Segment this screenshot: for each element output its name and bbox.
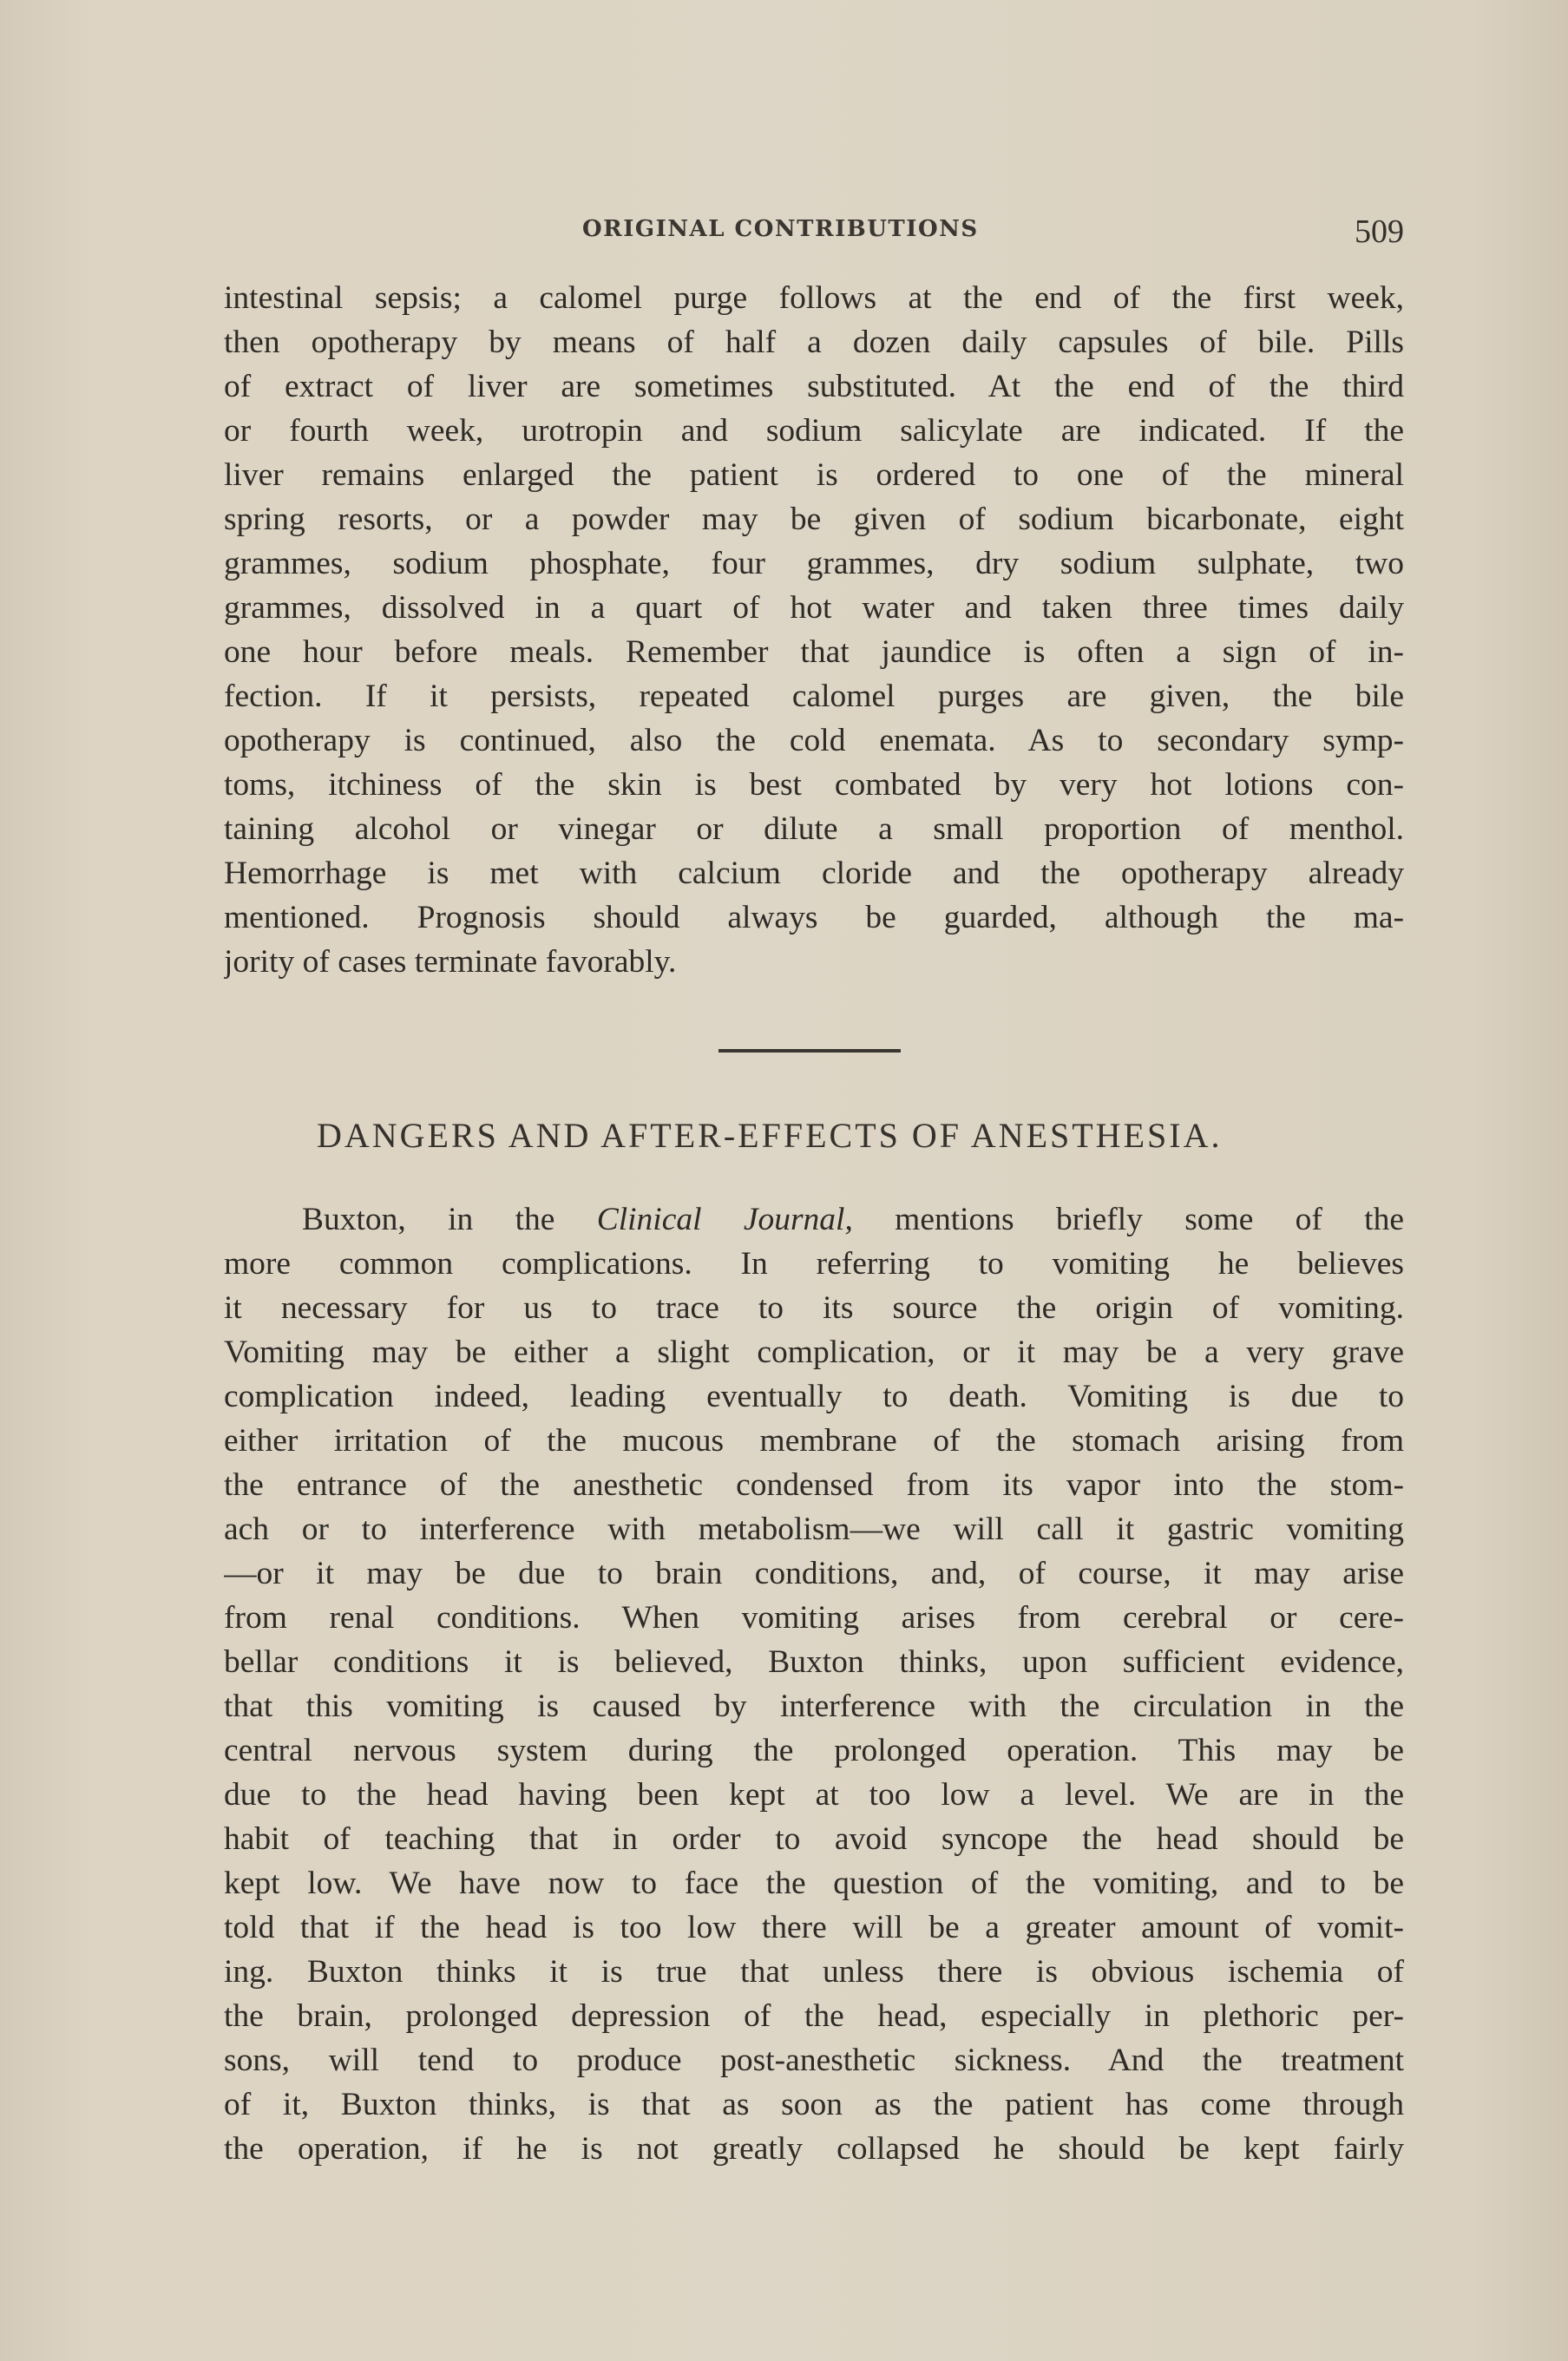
- text-line: bellar conditions it is believed, Buxton thinks, upon sufficient evidence,: [224, 1644, 1404, 1680]
- text-line: that this vomiting is caused by interference with the circulation in the: [224, 1689, 1404, 1724]
- running-head: [224, 213, 1404, 250]
- text-line: the operation, if he is not greatly collapsed he should be kept fairly: [224, 2131, 1404, 2167]
- text-line: either irritation of the mucous membrane of the stomach arising from: [224, 1423, 1404, 1459]
- first-line-suffix: mentions briefly some of the: [852, 1202, 1404, 1237]
- running-title: ORIGINAL CONTRIBUTIONS: [582, 216, 979, 242]
- text-line: then opotherapy by means of half a dozen daily capsules of bile. Pills: [224, 325, 1404, 360]
- text-line: mentioned. Prognosis should always be guarded, although the ma-: [224, 900, 1404, 935]
- text-line: —or it may be due to brain conditions, and, of course, it may arise: [224, 1556, 1404, 1591]
- text-line: Vomiting may be either a slight complication, or it may be a very grave: [224, 1335, 1404, 1370]
- text-line: the brain, prolonged depression of the head, especially in plethoric per-: [224, 1998, 1404, 2034]
- text-line: grammes, dissolved in a quart of hot water and taken three times daily: [224, 590, 1404, 626]
- text-line: jority of cases terminate favorably.: [224, 944, 677, 980]
- text-line: from renal conditions. When vomiting arises from cerebral or cere-: [224, 1600, 1404, 1636]
- text-line: sons, will tend to produce post-anesthetic sickness. And the treatment: [224, 2043, 1404, 2078]
- text-line-first: [224, 1197, 1404, 1242]
- journal-name: Clinical Journal,: [596, 1202, 853, 1237]
- text-line: fection. If it persists, repeated calomel purges are given, the bile: [224, 679, 1404, 714]
- first-line-prefix: Buxton, in the: [302, 1202, 597, 1237]
- text-line: spring resorts, or a powder may be given of sodium bicarbonate, eight: [224, 502, 1404, 537]
- text-line: ach or to interference with metabolism—we will call it gastric vomiting: [224, 1512, 1404, 1547]
- text-line: ing. Buxton thinks it is true that unless there is obvious ischemia of: [224, 1954, 1404, 1990]
- text-line: of extract of liver are sometimes substituted. At the end of the third: [224, 369, 1404, 404]
- text-line: due to the head having been kept at too low a level. We are in the: [224, 1777, 1404, 1813]
- text-line: taining alcohol or vinegar or dilute a small proportion of menthol.: [224, 811, 1404, 847]
- article-paragraph: [224, 1197, 1404, 2171]
- text-line: complication indeed, leading eventually to death. Vomiting is due to: [224, 1379, 1404, 1414]
- article-title: DANGERS AND AFTER-EFFECTS OF ANESTHESIA.: [317, 1116, 1223, 1155]
- text-line: it necessary for us to trace to its source the origin of vomiting.: [224, 1290, 1404, 1326]
- text-line: or fourth week, urotropin and sodium salicylate are indicated. If the: [224, 413, 1404, 449]
- page-number: 509: [1355, 213, 1404, 250]
- text-line: liver remains enlarged the patient is ordered to one of the mineral: [224, 457, 1404, 493]
- text-line: habit of teaching that in order to avoid syncope the head should be: [224, 1821, 1404, 1857]
- text-line: central nervous system during the prolonged operation. This may be: [224, 1733, 1404, 1768]
- text-line: kept low. We have now to face the question of the vomiting, and to be: [224, 1866, 1404, 1901]
- text-line: of it, Buxton thinks, is that as soon as the patient has come through: [224, 2087, 1404, 2122]
- section-divider: [718, 1049, 901, 1053]
- continued-paragraph: [224, 276, 1404, 984]
- text-line: one hour before meals. Remember that jaundice is often a sign of in-: [224, 634, 1404, 670]
- text-line: toms, itchiness of the skin is best combated by very hot lotions con-: [224, 767, 1404, 803]
- text-line: told that if the head is too low there will be a greater amount of vomit-: [224, 1910, 1404, 1945]
- text-line: intestinal sepsis; a calomel purge follows at the end of the first week,: [224, 280, 1404, 316]
- text-line: the entrance of the anesthetic condensed from its vapor into the stom-: [224, 1467, 1404, 1503]
- text-line: Hemorrhage is met with calcium cloride and the opotherapy already: [224, 856, 1404, 891]
- text-line: opotherapy is continued, also the cold enemata. As to secondary symp-: [224, 723, 1404, 758]
- text-line: grammes, sodium phosphate, four grammes, dry sodium sulphate, two: [224, 546, 1404, 581]
- text-line: more common complications. In referring to vomiting he believes: [224, 1246, 1404, 1282]
